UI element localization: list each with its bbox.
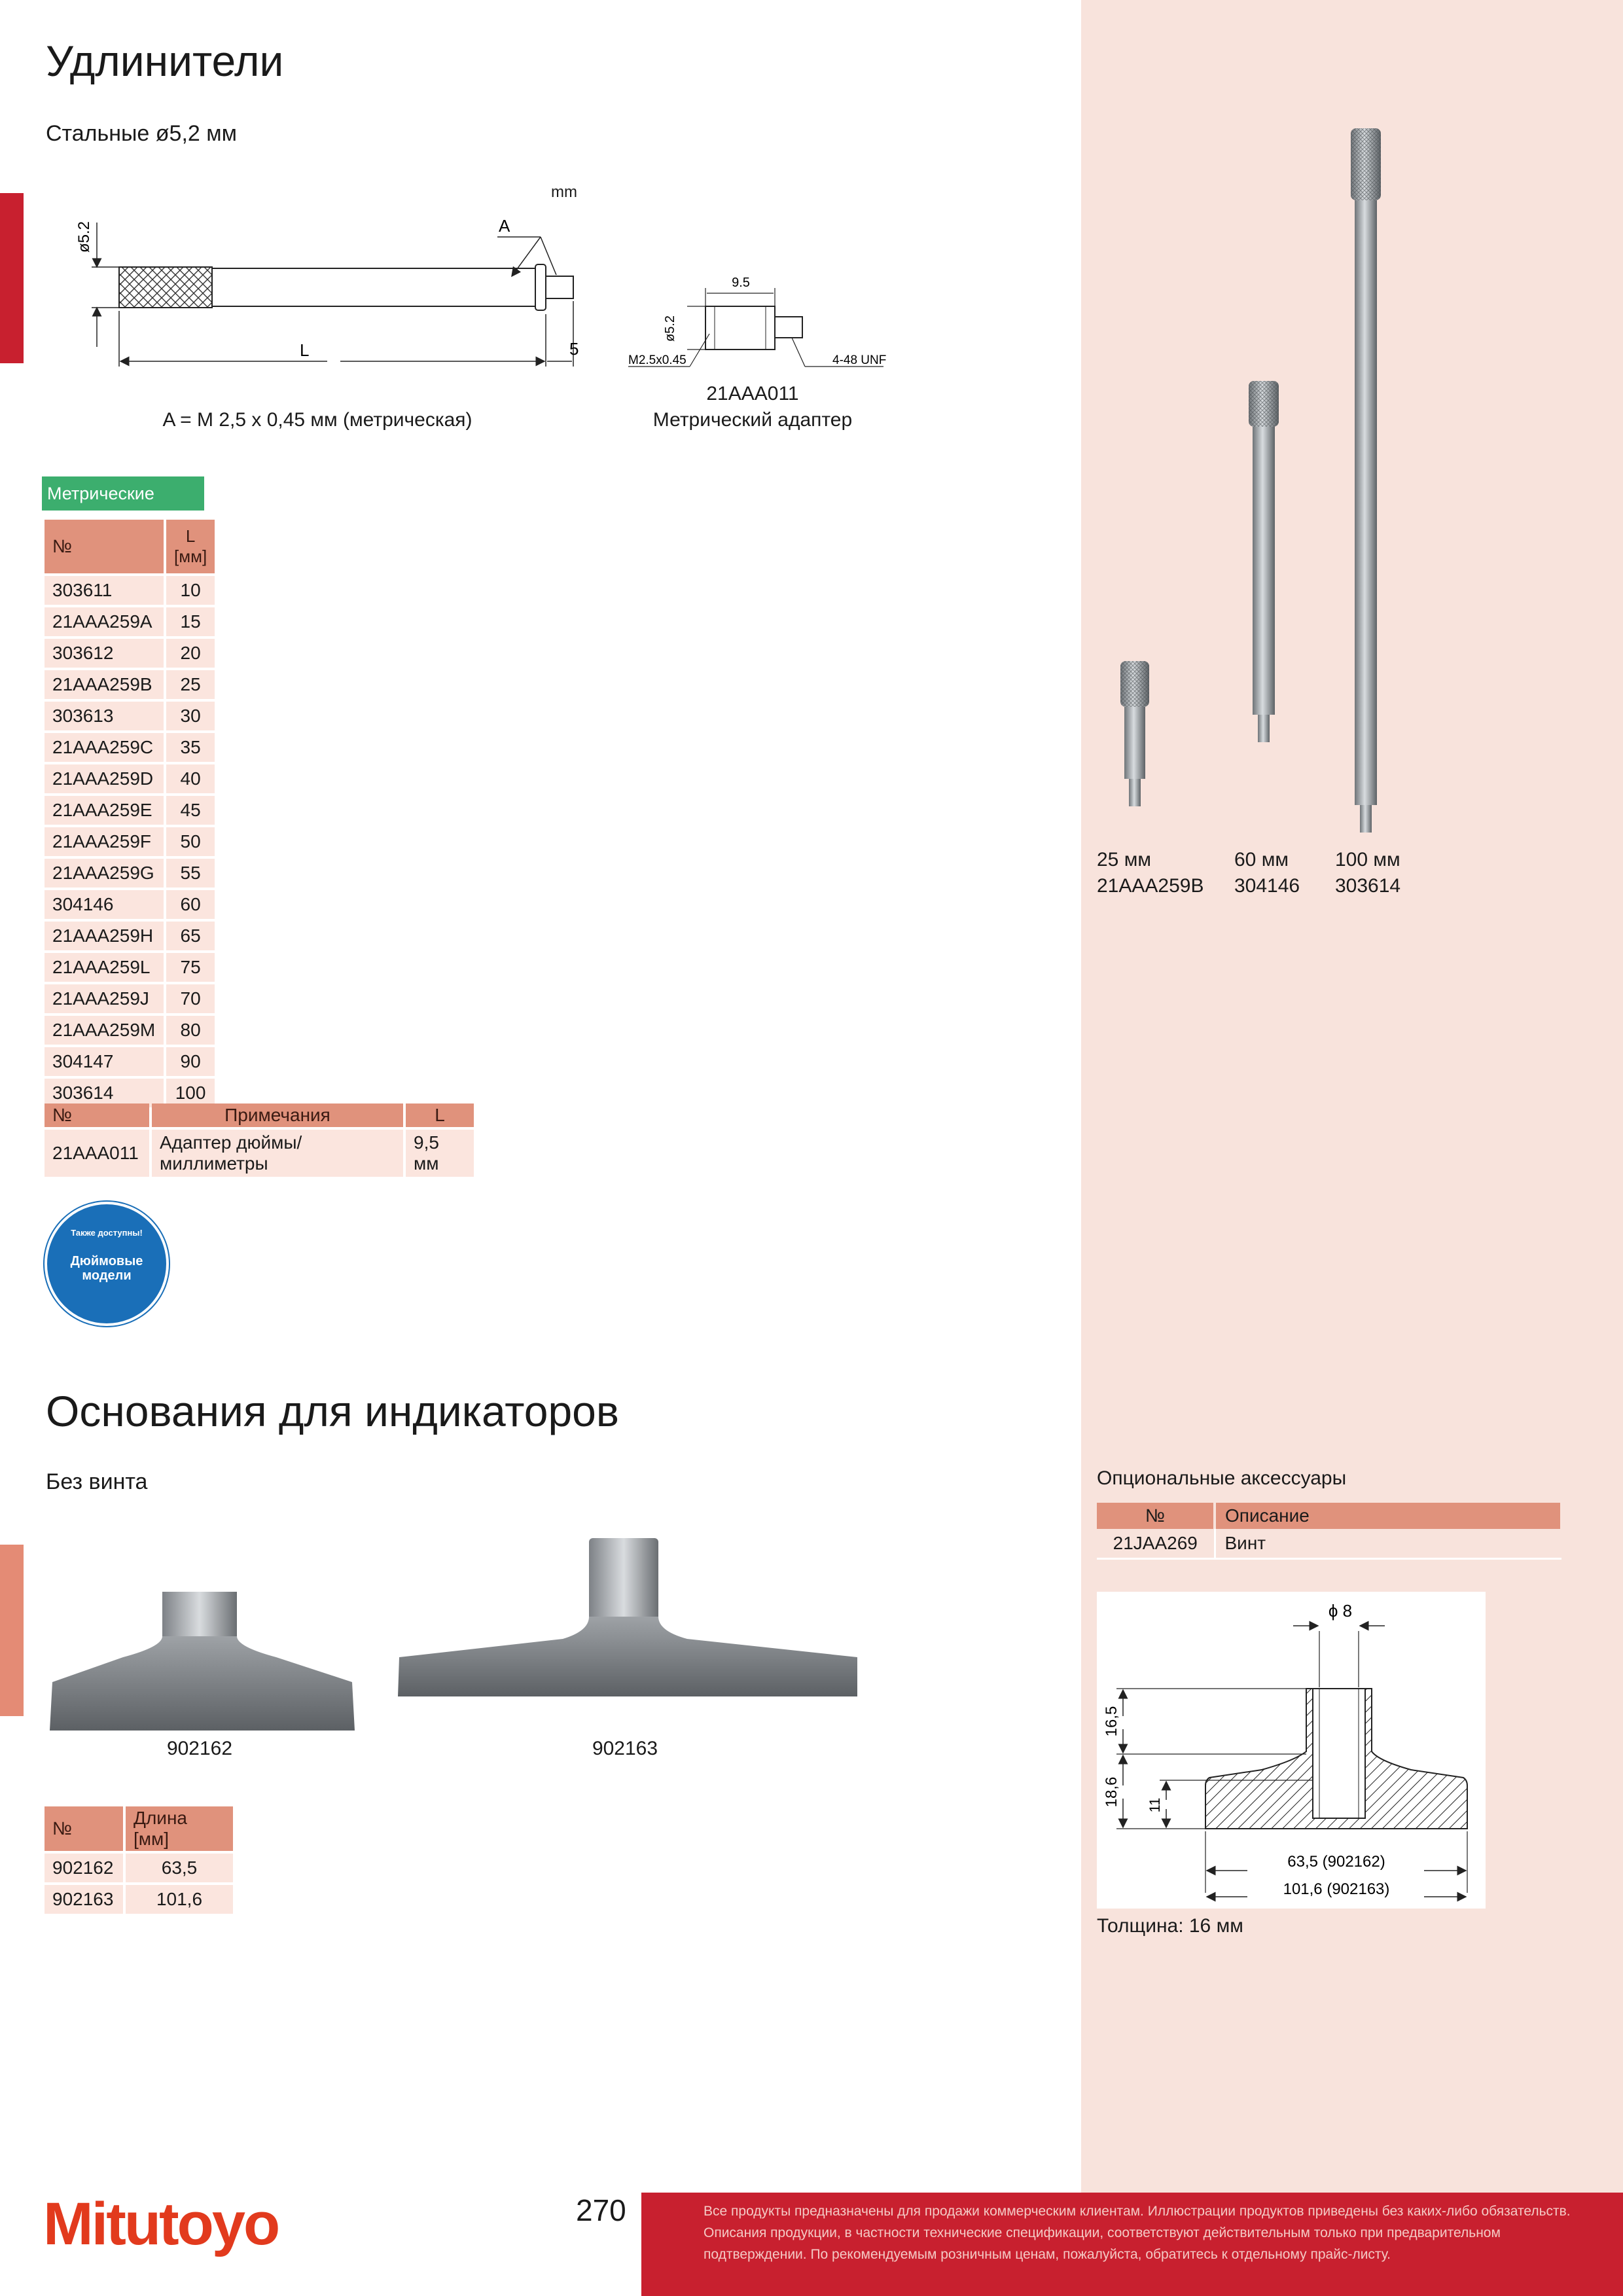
extensions-table — [42, 517, 217, 1110]
table-row — [45, 670, 215, 699]
cell-number: 21AAA259H — [45, 922, 164, 950]
cell: 9,5 мм — [406, 1130, 474, 1177]
cell-number: 21AAA259F — [45, 827, 164, 856]
extension-drawing-caption: A = M 2,5 x 0,45 мм (метрическая) — [162, 409, 473, 431]
unit-label: mm — [551, 183, 577, 201]
cell-number: 21AAA259E — [45, 796, 164, 825]
section2-subtitle: Без винта — [46, 1469, 148, 1494]
table-row — [45, 984, 215, 1013]
dim-1016-label: 101,6 (902163) — [1283, 1880, 1390, 1898]
dim-165-label: 16,5 — [1103, 1706, 1120, 1737]
cell-length: 60 — [166, 890, 215, 919]
cell-number: 303613 — [45, 702, 164, 730]
cell-length: 10 — [166, 576, 215, 605]
table-row — [45, 702, 215, 730]
extensions-table-body — [45, 576, 215, 1107]
cell-length: 25 — [166, 670, 215, 699]
thread-right-label: 4-48 UNF — [832, 353, 887, 367]
dim-635-label: 63,5 (902162) — [1287, 1853, 1385, 1871]
cell-number: 303614 — [45, 1079, 164, 1107]
dim-phi8-label: ϕ 8 — [1328, 1601, 1353, 1621]
bases-col-length: Длина [мм] — [126, 1806, 233, 1851]
cell-number: 303612 — [45, 639, 164, 668]
cell-number: 21AAA259L — [45, 953, 164, 982]
acc-col-number: № — [1097, 1503, 1215, 1529]
table-row — [1097, 1529, 1561, 1559]
cell-number: 304146 — [45, 890, 164, 919]
dim-11-label: 11 — [1147, 1797, 1163, 1813]
section1-subtitle: Стальные ø5,2 мм — [46, 121, 238, 146]
adapter-code: 21AAA011 — [706, 383, 799, 404]
bases-table — [42, 1804, 236, 1916]
table-row — [45, 1854, 233, 1882]
table-row — [45, 890, 215, 919]
adapter-table — [42, 1101, 476, 1179]
cell-length: 100 — [166, 1079, 215, 1107]
adapter-caption: Метрический адаптер — [652, 409, 853, 431]
table-row — [45, 576, 215, 605]
section-edge-marker-2 — [0, 1545, 24, 1716]
bases-col-number: № — [45, 1806, 123, 1851]
section1-title: Удлинители — [46, 37, 284, 85]
cell-length: 80 — [166, 1016, 215, 1045]
table-row — [45, 1047, 215, 1076]
dim-diameter-label: ø5.2 — [75, 221, 93, 253]
cell-length: 70 — [166, 984, 215, 1013]
thickness-note: Толщина: 16 мм — [1097, 1915, 1243, 1937]
acc-col-description: Описание — [1215, 1503, 1561, 1529]
photo-label-60 — [1234, 847, 1300, 899]
cell: 21JAA269 — [1097, 1529, 1215, 1559]
cell-length: 50 — [166, 827, 215, 856]
col-header-length: L [мм] — [166, 520, 215, 573]
badge-main-text: Дюймовые модели — [70, 1254, 143, 1283]
base-photo-label-1: 902162 — [166, 1738, 233, 1759]
table-row — [45, 764, 215, 793]
photo-code: 21AAA259B — [1097, 875, 1204, 897]
adapter-col-length: L — [406, 1103, 474, 1127]
cell-number: 21AAA259M — [45, 1016, 164, 1045]
section2-title: Основания для индикаторов — [46, 1387, 619, 1435]
photo-length: 60 мм — [1234, 849, 1289, 870]
adapter-col-number: № — [45, 1103, 149, 1127]
accessories-table — [1097, 1503, 1563, 1560]
dim-5-label: 5 — [569, 339, 579, 359]
cell-length: 35 — [166, 733, 215, 762]
cell-number: 21AAA259G — [45, 859, 164, 888]
cell-length: 15 — [166, 607, 215, 636]
photo-label-25 — [1097, 847, 1204, 899]
cell-number: 21AAA259J — [45, 984, 164, 1013]
cell-length: 45 — [166, 796, 215, 825]
cell-length: 40 — [166, 764, 215, 793]
inch-models-badge — [45, 1202, 169, 1326]
cell-length: 65 — [166, 922, 215, 950]
cell: 21AAA011 — [45, 1130, 149, 1177]
page-number: 270 — [576, 2193, 626, 2227]
cell-length: 30 — [166, 702, 215, 730]
adapter-col-notes: Примечания — [152, 1103, 403, 1127]
cell: Винт — [1215, 1529, 1561, 1559]
table-row — [45, 639, 215, 668]
table-row — [45, 796, 215, 825]
cell-number: 303611 — [45, 576, 164, 605]
col-header-number: № — [45, 520, 164, 573]
base-section-drawing — [1097, 1592, 1486, 1909]
dim-a-label: A — [499, 216, 510, 236]
photo-label-100 — [1335, 847, 1400, 899]
metric-tag: Метрические — [42, 476, 204, 511]
table-row — [45, 953, 215, 982]
cell: 902162 — [45, 1854, 123, 1882]
section-edge-marker — [0, 193, 24, 363]
dim-186-label: 18,6 — [1103, 1776, 1120, 1808]
adapter-table-row — [45, 1130, 474, 1177]
base-photo-label-2: 902163 — [592, 1738, 658, 1759]
cell-number: 21AAA259B — [45, 670, 164, 699]
extension-rods-photo — [1099, 118, 1440, 851]
indicator-bases-photo — [39, 1532, 864, 1741]
thread-left-label: M2.5x0.45 — [628, 353, 687, 367]
table-row — [45, 1016, 215, 1045]
badge-top-text: Также доступны! — [71, 1228, 143, 1238]
cell-length: 20 — [166, 639, 215, 668]
photo-length: 100 мм — [1335, 849, 1400, 870]
table-row — [45, 1885, 233, 1914]
dim-52-label: ø5.2 — [663, 315, 677, 342]
cell-number: 21AAA259A — [45, 607, 164, 636]
footer-disclaimer: Все продукты предназначены для продажи коммерческим клиентам. Иллюстрации продуктов приведены без каких-либо обязательств. Описания продукции, в частности технические спецификации, соответствуют действительным только при предварительном подтверждении. По рекомендуемым розничным ценам, пожалуйста, обратитесь к отдельному прайс-листу. — [704, 2204, 1571, 2262]
photo-code: 303614 — [1335, 875, 1401, 897]
photo-code: 304146 — [1234, 875, 1300, 897]
dim-95-label: 9.5 — [732, 276, 750, 290]
adapter-drawing — [622, 268, 890, 380]
extension-rod-drawing — [65, 183, 602, 380]
cell: 902163 — [45, 1885, 123, 1914]
cell: Адаптер дюймы/миллиметры — [152, 1130, 403, 1177]
cell-length: 90 — [166, 1047, 215, 1076]
table-row — [45, 827, 215, 856]
cell: 63,5 — [126, 1854, 233, 1882]
accessories-title: Опциональные аксессуары — [1097, 1467, 1347, 1489]
cell-number: 21AAA259D — [45, 764, 164, 793]
cell-length: 55 — [166, 859, 215, 888]
table-row — [45, 733, 215, 762]
cell-number: 21AAA259C — [45, 733, 164, 762]
mitutoyo-logo: Mitutoyo — [43, 2191, 279, 2257]
photo-length: 25 мм — [1097, 849, 1151, 870]
cell: 101,6 — [126, 1885, 233, 1914]
table-row — [45, 859, 215, 888]
cell-number: 304147 — [45, 1047, 164, 1076]
cell-length: 75 — [166, 953, 215, 982]
dim-l-label: L — [300, 340, 310, 360]
table-row — [45, 607, 215, 636]
table-row — [45, 922, 215, 950]
